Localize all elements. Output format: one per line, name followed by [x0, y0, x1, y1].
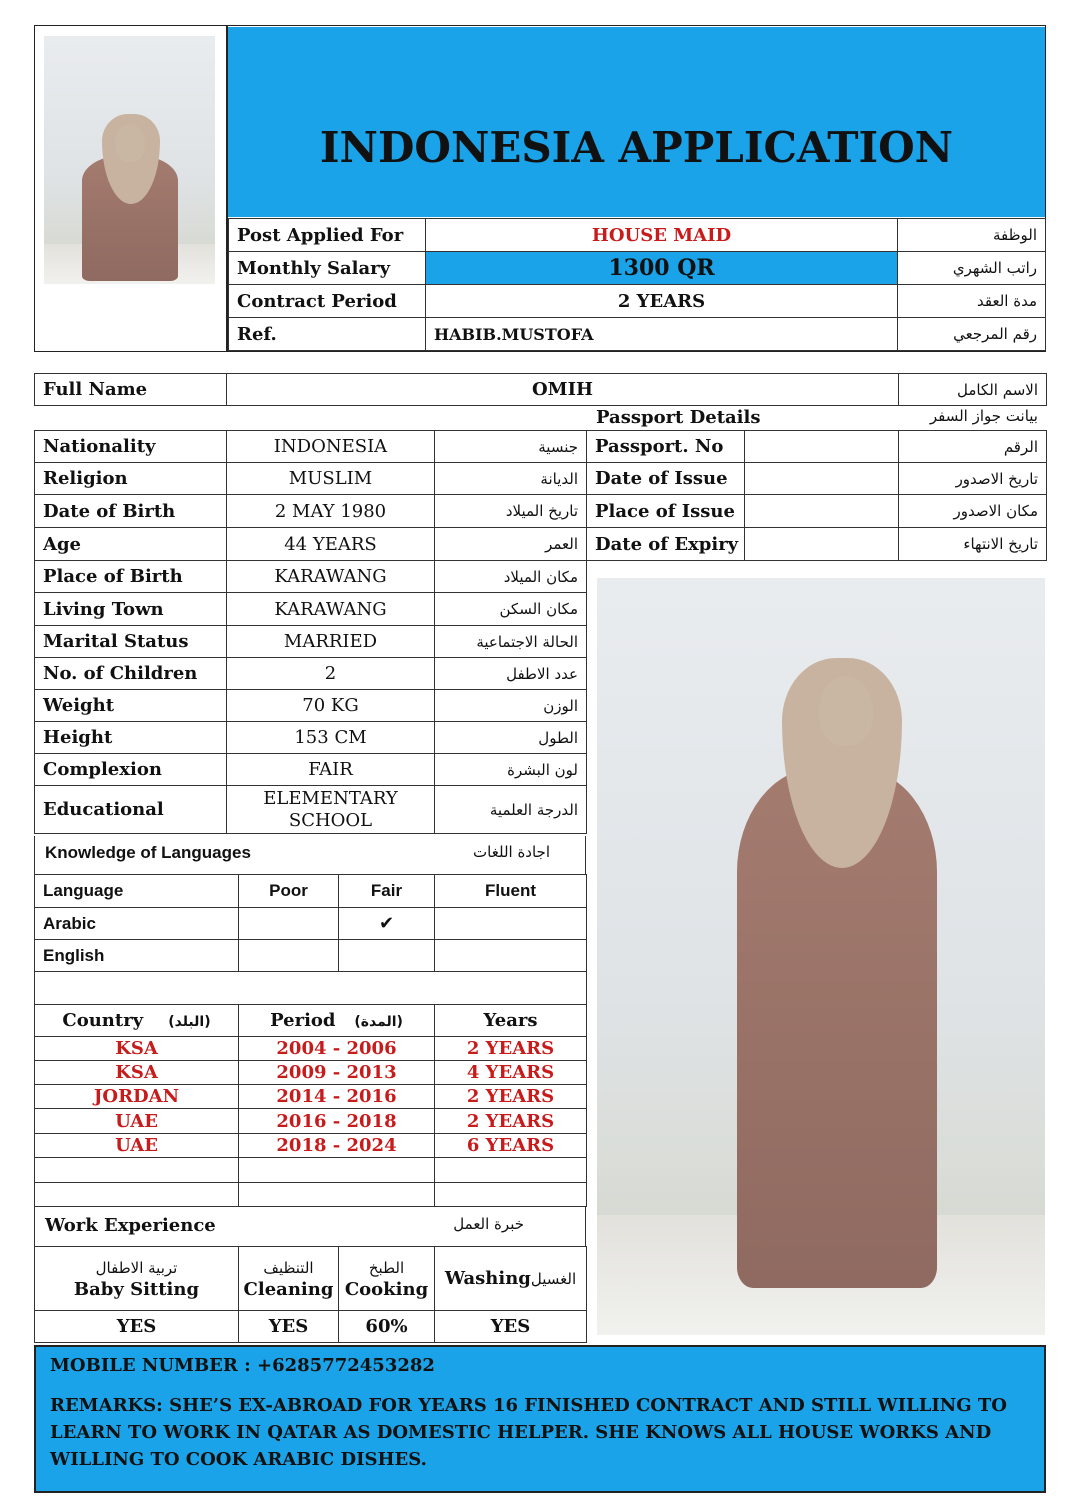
children-arabic: عدد الاطفل [435, 658, 587, 690]
issue-date-value [745, 463, 899, 495]
skill-baby-sitting-arabic: تربية الاطفال [95, 1258, 178, 1277]
skill-washing-label: Washing [444, 1268, 531, 1289]
table-row [35, 1109, 587, 1134]
full-name-label: Full Name [35, 374, 227, 406]
birthplace-label: Place of Birth [35, 561, 227, 593]
exp-header-period-arabic: (المدة) [354, 1014, 403, 1030]
expiry-arabic: تاريخ الانتهاء [899, 528, 1047, 561]
nationality-label: Nationality [35, 431, 227, 463]
skill-cooking-arabic: الطبخ [368, 1258, 405, 1277]
exp-country: UAE [35, 1109, 239, 1134]
weight-arabic: الوزن [435, 690, 587, 722]
exp-period: 2018 - 2024 [239, 1134, 435, 1158]
religion-arabic: الديانة [435, 463, 587, 495]
expiry-label: Date of Expiry [587, 528, 745, 561]
complexion-arabic: لون البشرة [435, 754, 587, 786]
ref-value: HABIB.MUSTOFA [426, 318, 898, 351]
skill-baby-sitting-label: Baby Sitting [73, 1278, 200, 1300]
table-row [35, 1085, 587, 1109]
dob-arabic: تاريخ الميلاد [435, 495, 587, 528]
age-arabic: العمر [435, 528, 587, 561]
education-value-line2: SCHOOL [288, 809, 373, 831]
salary-label: Monthly Salary [229, 252, 426, 285]
post-label: Post Applied For [229, 219, 426, 252]
ref-label: Ref. [229, 318, 426, 351]
exp-header-years: Years [435, 1005, 587, 1037]
skill-cleaning-value: YES [239, 1311, 339, 1343]
exp-header-country [35, 1005, 239, 1037]
full-body-photo [597, 578, 1045, 1335]
birthplace-arabic: مكان الميلاد [435, 561, 587, 593]
dob-label: Date of Birth [35, 495, 227, 528]
exp-years: 4 YEARS [435, 1061, 587, 1085]
education-value [227, 786, 435, 834]
exp-header-country-label: Country [62, 1010, 144, 1031]
expiry-value [745, 528, 899, 561]
post-arabic: الوظفة [898, 219, 1046, 252]
table-row [35, 1134, 587, 1158]
exp-period: 2016 - 2018 [239, 1109, 435, 1134]
children-label: No. of Children [35, 658, 227, 690]
mobile-number: MOBILE NUMBER : +6285772453282 [50, 1355, 435, 1376]
birthplace-value: KARAWANG [227, 561, 435, 593]
exp-country: KSA [35, 1061, 239, 1085]
nationality-value: INDONESIA [227, 431, 435, 463]
exp-header-country-arabic: (البلد) [168, 1014, 211, 1030]
exp-country: KSA [35, 1037, 239, 1061]
complexion-label: Complexion [35, 754, 227, 786]
personal-details-table [34, 430, 587, 834]
living-town-value: KARAWANG [227, 593, 435, 626]
exp-years: 2 YEARS [435, 1109, 587, 1134]
languages-table [34, 874, 587, 1005]
education-label: Educational [35, 786, 227, 834]
age-label: Age [35, 528, 227, 561]
remarks: REMARKS: SHE’S EX-ABROAD FOR YEARS 16 FINISHED CONTRACT AND STILL WILLING TO LEARN TO WORK IN QATAR AS DOMESTIC HELPER. SHE KNOWS ALL HOUSE WORKS AND WILLING TO COOK ARABIC DISHES. [50, 1395, 1007, 1470]
lang-header-poor: Poor [239, 875, 339, 908]
issue-date-arabic: تاريخ الاصدور [899, 463, 1047, 495]
lang-english: English [35, 940, 239, 972]
living-town-arabic: مكان السكن [435, 593, 587, 626]
height-label: Height [35, 722, 227, 754]
education-arabic: الدرجة العلمية [435, 786, 587, 834]
exp-years: 6 YEARS [435, 1134, 587, 1158]
skill-cooking-value: 60% [339, 1311, 435, 1343]
lang-english-fluent [435, 940, 587, 972]
education-value-line1: ELEMENTARY [263, 787, 398, 809]
lang-english-fair [339, 940, 435, 972]
issue-place-arabic: مكان الاصدور [899, 495, 1047, 528]
portrait-photo-small [44, 36, 215, 284]
lang-arabic-fair: ✔ [339, 908, 435, 940]
height-arabic: الطول [435, 722, 587, 754]
age-value: 44 YEARS [227, 528, 435, 561]
title-banner [228, 27, 1045, 217]
work-experience-title: Work Experience [45, 1215, 216, 1236]
lang-arabic-poor [239, 908, 339, 940]
skill-cooking [339, 1247, 435, 1311]
experience-abroad-table [34, 1004, 587, 1207]
table-row [35, 1158, 587, 1183]
passport-no-label: Passport. No [587, 431, 745, 463]
exp-header-period [239, 1005, 435, 1037]
exp-country: JORDAN [35, 1085, 239, 1109]
passport-no-arabic: الرقم [899, 431, 1047, 463]
salary-value: 1300 QR [426, 252, 898, 285]
skill-cleaning-arabic: التنظيف [263, 1258, 314, 1277]
passport-title-arabic: بيانت جواز السفر [929, 407, 1038, 425]
complexion-value: FAIR [227, 754, 435, 786]
passport-title: Passport Details [596, 407, 761, 428]
full-name-value: OMIH [227, 374, 899, 406]
contract-arabic: مدة العقد [898, 285, 1046, 318]
children-value: 2 [227, 658, 435, 690]
passport-table [586, 430, 1047, 561]
weight-value: 70 KG [227, 690, 435, 722]
skills-table [34, 1246, 587, 1343]
lang-header-fluent: Fluent [435, 875, 587, 908]
work-experience-title-arabic: خبرة العمل [453, 1215, 524, 1233]
full-name-arabic: الاسم الكامل [899, 374, 1047, 406]
religion-label: Religion [35, 463, 227, 495]
exp-period: 2009 - 2013 [239, 1061, 435, 1085]
post-value: HOUSE MAID [426, 219, 898, 252]
table-row [35, 1183, 587, 1207]
issue-place-label: Place of Issue [587, 495, 745, 528]
issue-date-label: Date of Issue [587, 463, 745, 495]
exp-years: 2 YEARS [435, 1085, 587, 1109]
marital-arabic: الحالة الاجتماعية [435, 626, 587, 658]
lang-spacer [35, 972, 587, 1005]
lang-english-poor [239, 940, 339, 972]
issue-place-value [745, 495, 899, 528]
skill-washing-value: YES [435, 1311, 587, 1343]
skill-baby-sitting-value: YES [35, 1311, 239, 1343]
exp-years: 2 YEARS [435, 1037, 587, 1061]
header-table [228, 218, 1046, 351]
exp-period: 2014 - 2016 [239, 1085, 435, 1109]
lang-header-fair: Fair [339, 875, 435, 908]
salary-arabic: راتب الشهري [898, 252, 1046, 285]
weight-label: Weight [35, 690, 227, 722]
passport-no-value [745, 431, 899, 463]
exp-country: UAE [35, 1134, 239, 1158]
nationality-arabic: جنسية [435, 431, 587, 463]
contract-value: 2 YEARS [426, 285, 898, 318]
contract-label: Contract Period [229, 285, 426, 318]
marital-label: Marital Status [35, 626, 227, 658]
religion-value: MUSLIM [227, 463, 435, 495]
lang-header-language: Language [35, 875, 239, 908]
languages-title-arabic: اجادة اللغات [473, 843, 550, 861]
exp-period: 2004 - 2006 [239, 1037, 435, 1061]
skill-washing-arabic: الغسيل [530, 1270, 577, 1288]
page-title: INDONESIA APPLICATION [319, 122, 954, 172]
height-value: 153 CM [227, 722, 435, 754]
table-row [35, 1061, 587, 1085]
lang-arabic-fluent [435, 908, 587, 940]
languages-title: Knowledge of Languages [45, 843, 251, 862]
footer-remarks-box [34, 1345, 1046, 1493]
ref-arabic: رقم المرجعي [898, 318, 1046, 351]
skill-baby-sitting [35, 1247, 239, 1311]
living-town-label: Living Town [35, 593, 227, 626]
exp-header-period-label: Period [270, 1010, 336, 1031]
skill-cleaning-label: Cleaning [243, 1278, 334, 1300]
skill-cooking-label: Cooking [344, 1278, 429, 1300]
lang-arabic: Arabic [35, 908, 239, 940]
marital-value: MARRIED [227, 626, 435, 658]
full-name-row [34, 373, 1047, 406]
table-row [35, 1037, 587, 1061]
skill-washing [435, 1247, 587, 1311]
skill-cleaning [239, 1247, 339, 1311]
dob-value: 2 MAY 1980 [227, 495, 435, 528]
